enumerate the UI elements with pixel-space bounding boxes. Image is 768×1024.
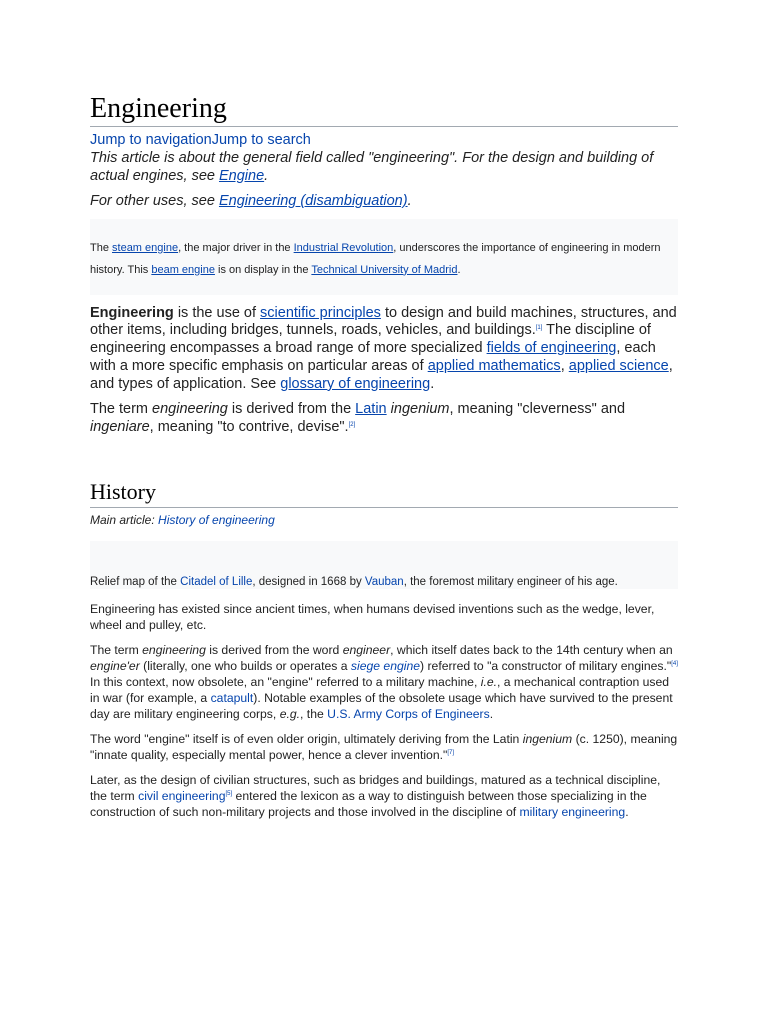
italic-term: ingeniare (90, 419, 150, 436)
citadel-caption (90, 541, 678, 589)
reference-4[interactable]: [4] (671, 661, 678, 668)
italic-term: engineering (152, 401, 228, 418)
article-content (90, 92, 678, 820)
lead-text: , (560, 357, 569, 374)
us-army-corps-link[interactable]: U.S. Army Corps of Engineers (327, 707, 490, 722)
caption-text: , designed in 1668 by (252, 576, 365, 589)
body-text: , which itself dates back to the 14th century when an (390, 643, 673, 658)
main-article-note (90, 511, 678, 529)
reference-2[interactable]: [2] (348, 422, 356, 429)
latin-link[interactable]: Latin (355, 401, 387, 418)
body-text: (literally, one who builds or operates a (139, 659, 351, 674)
vauban-link[interactable]: Vauban (364, 576, 404, 589)
civil-engineering-link[interactable]: civil engineering (138, 789, 226, 804)
jump-to-navigation-link[interactable]: Jump to navigationJump to search (90, 132, 311, 148)
lead-text: is the use of (173, 304, 261, 321)
hatnote-text: This article is about the general field called "engineering". For the design and building of actual engines, see (90, 150, 654, 184)
caption-text: is on display in the (214, 263, 312, 276)
steam-engine-link[interactable]: steam engine (112, 241, 179, 254)
jump-links (90, 130, 678, 150)
caption-text: Relief map of the (90, 576, 181, 589)
italic-term: i.e. (480, 675, 497, 690)
lead-text: , meaning "cleverness" and (449, 401, 626, 418)
reference-5[interactable]: [5] (225, 791, 233, 798)
reference-1[interactable]: [1] (535, 325, 543, 332)
lead-text: , each with a more specific emphasis on particular areas of (90, 340, 656, 374)
body-text: The word "engine" itself is of even older origin, ultimately deriving from the Latin (90, 732, 523, 747)
bold-term: Engineering (90, 304, 174, 321)
body-text: Later, as the design of civilian structures, such as bridges and buildings, matured as a technical discipline, the term (90, 773, 661, 804)
italic-term: ingenium (390, 401, 450, 418)
body-text: entered the lexicon as a way to distinguish between those specializing in the construction of such non-military projects and those involved in the discipline of (90, 789, 647, 820)
body-text: The term (90, 643, 143, 658)
steam-engine-caption (90, 219, 678, 295)
caption-text: , underscores the importance of engineering in modern history. This (90, 241, 661, 276)
history-paragraph-4 (90, 772, 678, 820)
history-of-engineering-link[interactable]: History of engineering (158, 513, 275, 528)
lead-text: to design and build machines, structures, and other items, including bridges, tunnels, roads, vehicles, and buildings. (90, 304, 677, 339)
lead-text: . (430, 375, 435, 392)
hatnote-suffix: . (264, 167, 269, 184)
italic-term: e.g. (279, 707, 301, 722)
glossary-of-engineering-link[interactable]: glossary of engineering (280, 375, 431, 392)
italic-term: engine'er (90, 659, 140, 674)
technical-university-link[interactable]: Technical University of Madrid (311, 263, 458, 276)
main-article-label: Main article: (90, 513, 159, 528)
history-heading: History (90, 477, 678, 508)
beam-engine-link[interactable]: beam engine (151, 263, 215, 276)
engine-link[interactable]: Engine (218, 167, 265, 184)
history-paragraph-2 (90, 642, 678, 722)
caption-text: . (457, 263, 461, 276)
citadel-of-lille-link[interactable]: Citadel of Lille (180, 576, 253, 589)
body-text: . (489, 707, 494, 722)
lead-text: , meaning "to contrive, devise". (149, 419, 349, 436)
caption-text: , the major driver in the (178, 241, 294, 254)
hatnote-engine (90, 150, 678, 185)
hatnote-suffix: . (407, 193, 412, 209)
body-text: ). Notable examples of the obsolete usage which have survived to the present day are military engineering corps, (90, 691, 673, 722)
disambiguation-link[interactable]: Engineering (disambiguation) (218, 193, 408, 209)
lead-text: The term (90, 401, 153, 418)
page-title: Engineering (90, 92, 678, 127)
caption-text: , the foremost military engineer of his age. (403, 576, 618, 589)
siege-engine-link[interactable]: siege engine (350, 659, 421, 674)
body-text: , a mechanical contraption used in war (for example, a (90, 675, 670, 706)
lead-text: , and types of application. See (90, 357, 673, 392)
military-engineering-link[interactable]: military engineering (519, 805, 626, 820)
fields-of-engineering-link[interactable]: fields of engineering (486, 340, 617, 357)
italic-term: engineer (342, 643, 391, 658)
applied-mathematics-link[interactable]: applied mathematics (427, 357, 561, 374)
caption-text: The (90, 241, 113, 254)
body-text: . (625, 805, 629, 820)
body-text: (c. 1250), meaning "innate quality, especially mental power, hence a clever invention." (90, 732, 678, 763)
hatnote-text: For other uses, see (90, 193, 219, 209)
caption-line (90, 575, 618, 589)
hatnote-disambiguation (90, 193, 678, 211)
history-paragraph-3 (90, 731, 678, 763)
history-paragraph-1: Engineering has existed since ancient times, when humans devised inventions such as the wedge, lever, wheel and pulley, etc. (90, 602, 655, 633)
applied-science-link[interactable]: applied science (568, 357, 669, 374)
catapult-link[interactable]: catapult (210, 691, 254, 706)
lead-text: The discipline of engineering encompasses a broad range of more specialized (90, 322, 651, 357)
scientific-principles-link[interactable]: scientific principles (260, 304, 381, 321)
body-text: In this context, now obsolete, an "engine" referred to a military machine, (90, 675, 481, 690)
body-text: ) referred to "a constructor of military engines." (420, 659, 672, 674)
body-text: , the (300, 707, 328, 722)
reference-7[interactable]: [7] (447, 750, 454, 757)
italic-term: ingenium (522, 732, 573, 747)
industrial-revolution-link[interactable]: Industrial Revolution (293, 241, 394, 254)
body-text: is derived from the word (205, 643, 343, 658)
lead-text: is derived from the (227, 401, 356, 418)
lead-paragraph-2 (90, 401, 678, 437)
lead-paragraph-1 (90, 305, 678, 394)
italic-term: engineering (142, 643, 206, 658)
